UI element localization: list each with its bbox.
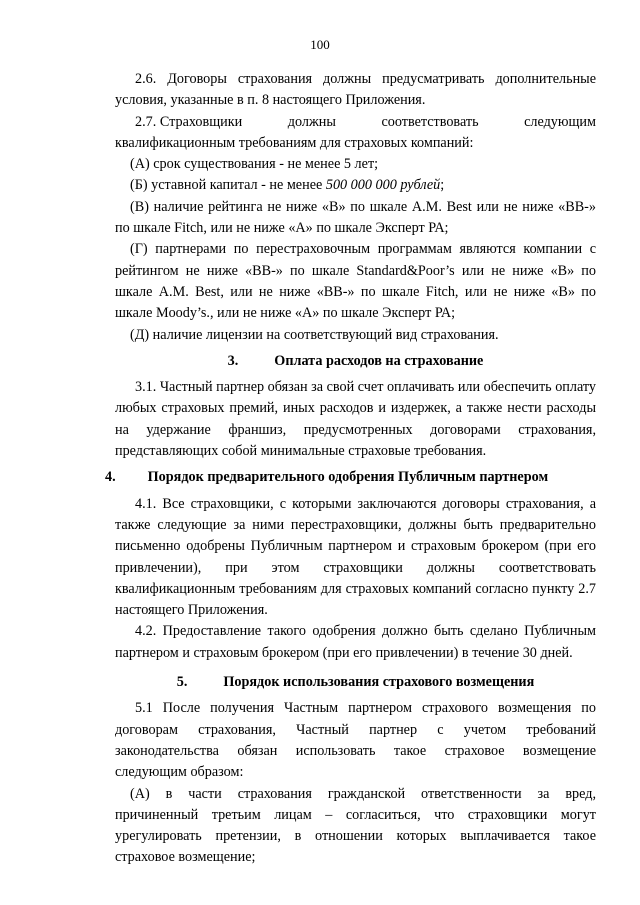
section-title: Оплата расходов на страхование	[274, 352, 484, 369]
section-number: 4.	[105, 469, 116, 486]
list-item-b-prefix: (Б) уставной капитал - не менее	[130, 177, 326, 194]
page-number: 100	[310, 37, 330, 52]
paragraph-5-1: 5.1 После получения Частным партнером страхового возмещения по договорам страхования, Частный партнер с учетом требований законодательства обязан использовать такое страховое возмещение следующим образом:	[115, 700, 596, 781]
section-number: 5.	[176, 674, 188, 691]
section-heading-5	[115, 672, 596, 693]
paragraph-2-7-first-line	[115, 112, 596, 133]
paragraph-4-2: 4.2. Предоставление такого одобрения должно быть сделано Публичным партнером и страховым брокером (при его привлечении) в течение 30 дней.	[115, 623, 596, 661]
section-title: Порядок использования страхового возмещения	[223, 674, 535, 691]
paragraph-4-1: 4.1. Все страховщики, с которыми заключаются договоры страхования, а также следующие за ними перестраховщики, должны быть предварительно письменно одобрены Публичным партнером и страховым брокером (при его привлечении), при этом страховщики должны соответствовать квалификационным требованиям для страховых компаний согласно пункту 2.7 настоящего Приложения.	[115, 495, 596, 619]
list-item-b-suffix: ;	[440, 177, 445, 194]
paragraph-3-1: 3.1. Частный партнер обязан за свой счет оплачивать или обеспечить оплату любых страховых премий, иных расходов и издержек, а также нести расходы на удержание франшиз, предусмотренных договорами страхования, представляющих собой минимальные страховые требования.	[115, 379, 596, 460]
paragraph-2-7-rest: квалификационным требованиям для страховых компаний:	[115, 134, 474, 151]
list-item-v: (В) наличие рейтинга не ниже «B» по шкале A.M. Best или не ниже «BB-» по шкале Fitch, или не ниже «A» по шкале Эксперт РА;	[115, 198, 596, 237]
word: соответствовать	[381, 113, 479, 130]
word: 2.7. Страховщики	[135, 113, 243, 130]
section-number: 3.	[227, 352, 239, 369]
section-heading-4	[105, 467, 596, 488]
list-item-a: (А) срок существования - не менее 5 лет;	[130, 156, 379, 173]
section-heading-3	[115, 351, 596, 372]
word: должны	[287, 113, 336, 130]
paragraph-2-6: 2.6. Договоры страхования должны предусматривать дополнительные условия, указанные в п. 8 настоящего Приложения.	[115, 71, 596, 109]
document-body	[105, 69, 596, 869]
section-title: Порядок предварительного одобрения Публичным партнером	[147, 469, 549, 486]
capital-amount: 500 000 000 рублей	[325, 177, 441, 194]
list-item-g: (Г) партнерами по перестраховочным программам являются компании с рейтингом не ниже «BB-» по шкале Standard&Poor’s или не ниже «B» по шкале A.M. Best, или не ниже «BB-» по шкале Fitch, или не ниже «B» по шкале Moody’s., или не ниже «A» по шкале Эксперт РА;	[115, 241, 596, 322]
list-item-d: (Д) наличие лицензии на соответствующий вид страхования.	[130, 326, 499, 343]
list-item-5a: (А) в части страхования гражданской ответственности за вред, причиненный третьим лицам – согласиться, что страховщики могут урегулировать претензии, в отношении которых выплачивается такое страховое возмещение;	[115, 785, 596, 866]
list-item-b	[115, 175, 596, 196]
word: следующим	[524, 113, 596, 130]
